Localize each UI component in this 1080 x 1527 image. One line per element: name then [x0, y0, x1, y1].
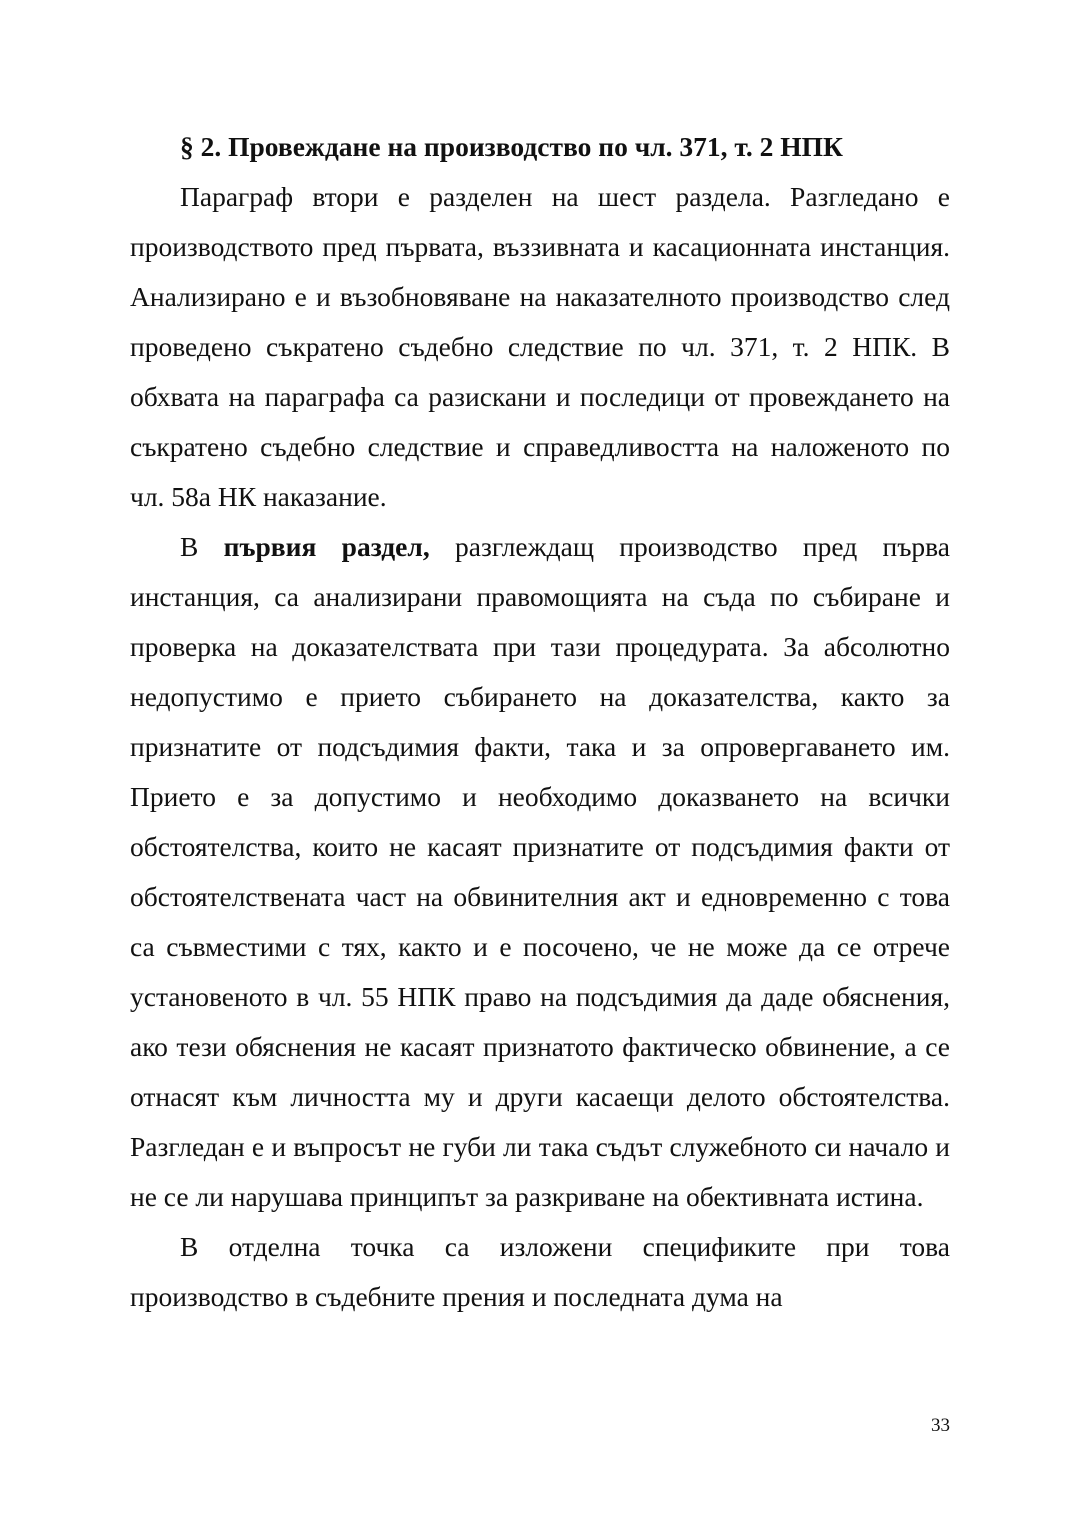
paragraph-lead-text: В: [180, 531, 224, 562]
page-number: 33: [931, 1415, 950, 1436]
paragraph-overview: Параграф втори е разделен на шест раздела. Разгледано е производството пред първата, въззивната и касационната инстанция. Анализирано е и възобновяване на наказателното производство след проведено съкратено съдебно следствие по чл. 371, т. 2 НПК. В обхвата на параграфа са разискани и последици от провеждането на съкратено съдебно следствие и справедливостта на наложеното по чл. 58а НК наказание.: [130, 181, 950, 512]
paragraph-separate-point: В отделна точка са изложени спецификите при това производство в съдебните прения и последната дума на: [130, 1231, 950, 1312]
section-heading: § 2. Провеждане на производство по чл. 371, т. 2 НПК: [180, 131, 843, 162]
document-page: [130, 122, 950, 1322]
paragraph-first-section: [130, 522, 950, 1222]
paragraph-body-text: разглеждащ производство пред първа инстанция, са анализирани правомощията на съда по събиране и проверка на доказателствата при тази процедурата. За абсолютно недопустимо е прието събирането на доказателства, както за признатите от подсъдимия факти, така и за опровергаването им. Прието е за допустимо и необходимо доказването на всички обстоятелства, които не касаят признатите от подсъдимия факти от обстоятелствената част на обвинителния акт и едновременно с това са съвместими с тях, както и е посочено, че не може да се отрече установеното в чл. 55 НПК право на подсъдимия да даде обяснения, ако тези обяснения не касаят признатото фактическо обвинение, а се отнасят към личността му и други касаещи делото обстоятелства. Разгледан е и въпросът не губи ли така съдът служебното си начало и не се ли нарушава принципът за разкриване на обективната истина.: [130, 531, 951, 1212]
bold-term-first-section: първия раздел,: [223, 531, 430, 562]
